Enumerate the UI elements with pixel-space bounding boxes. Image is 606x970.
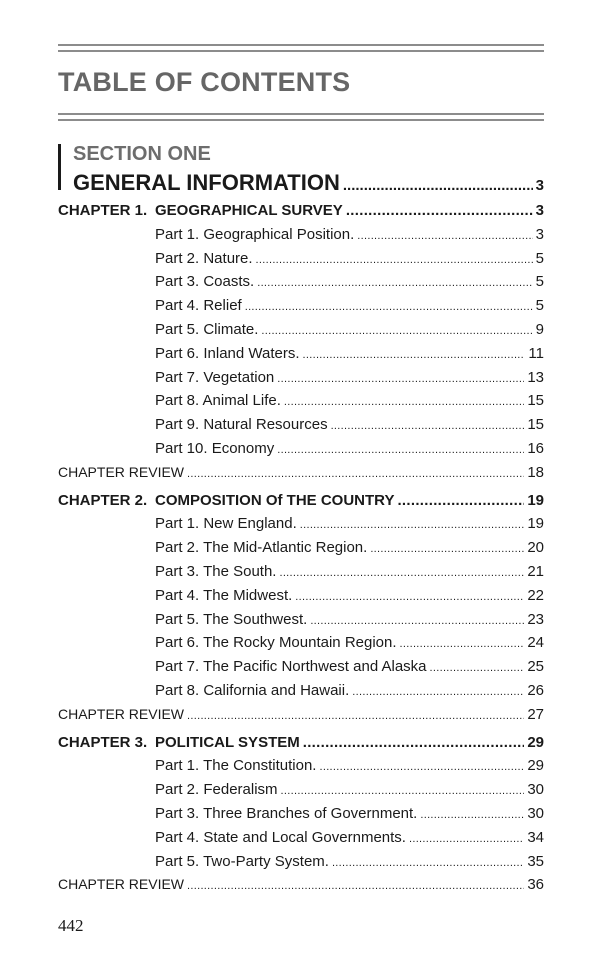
part-entry[interactable] [58,611,544,635]
part-entry[interactable] [58,805,544,829]
dot-leader [303,734,525,751]
dot-leader [257,277,532,289]
part-entry[interactable] [58,226,544,250]
review-title: CHAPTER REVIEW [58,463,185,480]
page-ref: 26 [527,681,544,699]
dot-leader [331,420,525,432]
dot-leader [397,492,524,509]
part-title: Part 4. Relief [155,297,242,315]
dot-leader [346,202,533,219]
chapter-title: GEOGRAPHICAL SURVEY [155,202,343,219]
part-entry[interactable] [58,587,544,611]
part-title: Part 8. Animal Life. [155,392,281,410]
dot-leader [256,254,533,266]
part-title: Part 3. Coasts. [155,273,255,291]
part-title: Part 7. The Pacific Northwest and Alaska [155,658,427,676]
part-entry[interactable] [58,297,544,321]
dot-leader [430,662,525,674]
dot-leader [261,325,532,337]
part-title: Part 5. Climate. [155,320,259,338]
page-ref: 5 [535,297,544,315]
dot-leader [187,880,524,892]
dot-leader [319,761,524,773]
page-ref: 19 [527,491,544,509]
page-ref: 19 [527,515,544,533]
part-title: Part 1. The Constitution. [155,757,317,775]
page-ref: 11 [528,344,544,362]
chapter-number: CHAPTER 2. [58,491,148,509]
part-entry[interactable] [58,515,544,539]
dot-leader [310,615,524,627]
title-rule-2 [58,119,544,121]
page-ref: 18 [527,463,544,481]
dot-leader [343,177,533,194]
dot-leader [187,710,524,722]
page-ref: 16 [527,439,544,457]
title-rule-1 [58,113,544,115]
page-ref: 3 [535,225,544,243]
part-title: Part 8. California and Hawaii. [155,681,350,699]
page-ref: 3 [535,202,544,219]
chapter-number: CHAPTER 3. [58,733,148,751]
part-entry[interactable] [58,321,544,345]
dot-leader [284,396,524,408]
chapter-title: POLITICAL SYSTEM [155,733,300,751]
page-ref: 5 [535,273,544,291]
chapter-review-entry[interactable] [58,876,544,900]
page-ref: 29 [527,733,544,751]
part-entry[interactable] [58,416,544,440]
page-ref: 23 [527,610,544,628]
part-entry[interactable] [58,345,544,369]
dot-leader [303,349,526,361]
part-title: Part 5. The Southwest. [155,610,308,628]
page-ref: 13 [527,368,544,386]
page-ref: 34 [527,828,544,846]
part-title: Part 2. Federalism [155,781,278,799]
section-title: GENERAL INFORMATION [73,170,340,195]
page-ref: 24 [527,634,544,652]
chapter-review-entry[interactable] [58,706,544,730]
part-entry[interactable] [58,250,544,274]
page-ref: 27 [527,705,544,723]
dot-leader [187,468,524,480]
section-label: SECTION ONE [73,143,211,165]
review-title: CHAPTER REVIEW [58,705,185,722]
page-ref: 30 [527,781,544,799]
part-entry[interactable] [58,563,544,587]
page-ref: 36 [527,876,544,894]
part-entry[interactable] [58,853,544,877]
part-title: Part 3. The South. [155,562,277,580]
dot-leader [300,519,525,531]
section-marker-bar [58,144,61,190]
page-ref: 29 [527,757,544,775]
dot-leader [245,301,533,313]
chapter-entry[interactable] [58,492,544,516]
part-entry[interactable] [58,682,544,706]
page-ref: 15 [527,392,544,410]
part-title: Part 6. Inland Waters. [155,344,300,362]
part-entry[interactable] [58,757,544,781]
part-title: Part 3. Three Branches of Government. [155,804,418,822]
toc-list [58,202,544,900]
top-rule-1 [58,44,544,46]
chapter-title: COMPOSITION Of THE COUNTRY [155,491,395,509]
dot-leader [277,444,524,456]
chapter-entry[interactable] [58,734,544,758]
part-title: Part 4. The Midwest. [155,586,293,604]
dot-leader [357,230,532,242]
chapter-entry[interactable] [58,202,544,226]
dot-leader [400,638,525,650]
page-title: TABLE OF CONTENTS [58,67,351,97]
part-title: Part 10. Economy [155,439,275,457]
page-ref: 9 [535,320,544,338]
part-entry[interactable] [58,369,544,393]
part-title: Part 1. Geographical Position. [155,225,355,243]
top-rule-2 [58,50,544,52]
page-ref: 15 [527,416,544,434]
dot-leader [370,543,524,555]
page-ref: 35 [527,852,544,870]
part-entry[interactable] [58,658,544,682]
page-ref: 30 [527,804,544,822]
dot-leader [352,686,524,698]
dot-leader [277,373,524,385]
section-page-number: 3 [535,177,544,194]
page-number: 442 [58,916,84,935]
part-entry[interactable] [58,539,544,563]
dot-leader [281,785,525,797]
part-title: Part 7. Vegetation [155,368,275,386]
dot-leader [279,567,524,579]
part-entry[interactable] [58,273,544,297]
part-entry[interactable] [58,634,544,658]
part-title: Part 2. The Mid-Atlantic Region. [155,539,368,557]
dot-leader [420,809,524,821]
part-title: Part 9. Natural Resources [155,416,328,434]
page-ref: 20 [527,539,544,557]
part-title: Part 2. Nature. [155,249,253,267]
part-title: Part 6. The Rocky Mountain Region. [155,634,397,652]
dot-leader [295,591,524,603]
part-entry[interactable] [58,829,544,853]
dot-leader [409,833,524,845]
chapter-review-entry[interactable] [58,464,544,488]
dot-leader [332,857,524,869]
page-ref: 5 [535,249,544,267]
chapter-number: CHAPTER 1. [58,202,148,219]
page-ref: 21 [527,562,544,580]
part-title: Part 4. State and Local Governments. [155,828,406,846]
page-ref: 25 [527,658,544,676]
section-entry[interactable] [73,170,544,196]
part-entry[interactable] [58,440,544,464]
page-ref: 22 [527,586,544,604]
part-entry[interactable] [58,781,544,805]
part-title: Part 1. New England. [155,515,297,533]
part-title: Part 5. Two-Party System. [155,852,329,870]
review-title: CHAPTER REVIEW [58,876,185,893]
part-entry[interactable] [58,392,544,416]
